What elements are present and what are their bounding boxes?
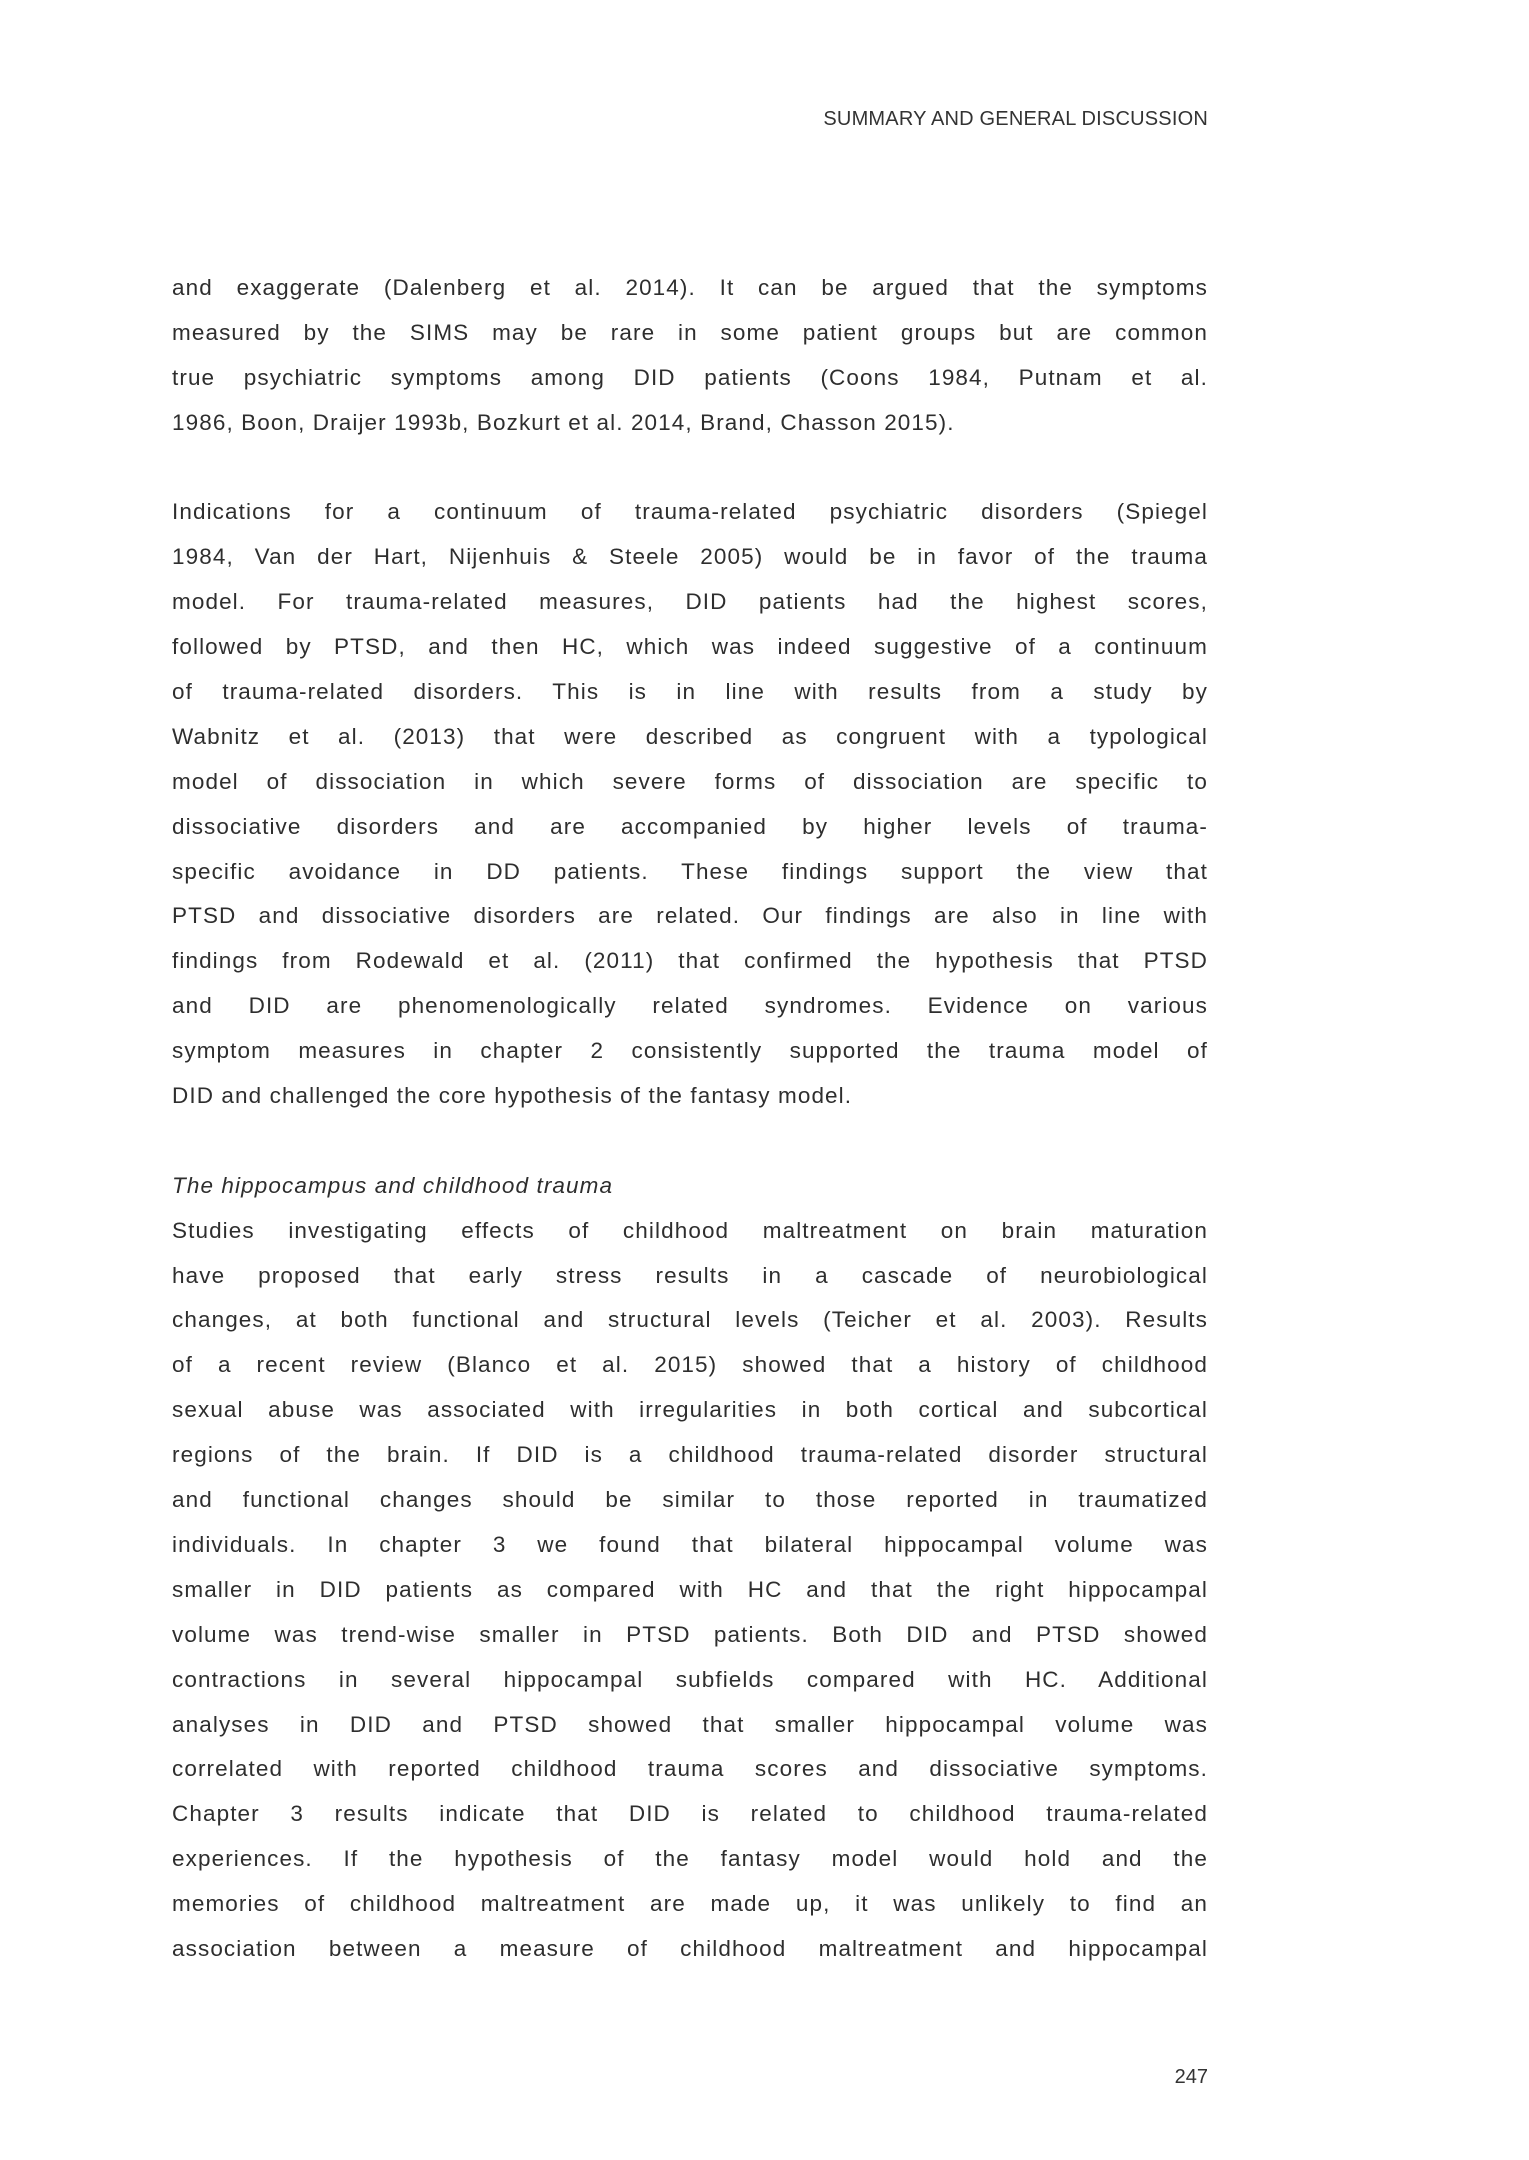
- text-line: have proposed that early stress results in a cascade of neurobiological: [172, 1262, 1208, 1288]
- text-line: followed by PTSD, and then HC, which was indeed suggestive of a continuum: [172, 634, 1208, 660]
- text-line: Indications for a continuum of trauma-related psychiatric disorders (Spiegel: [172, 499, 1208, 525]
- paragraph-2: [172, 490, 1208, 1118]
- section-heading: The hippocampus and childhood trauma: [172, 1172, 614, 1198]
- text-line: and functional changes should be similar to those reported in traumatized: [172, 1487, 1208, 1513]
- text-line: memories of childhood maltreatment are made up, it was unlikely to find an: [172, 1891, 1208, 1917]
- text-line: Wabnitz et al. (2013) that were described as congruent with a typological: [172, 723, 1208, 749]
- text-line: individuals. In chapter 3 we found that bilateral hippocampal volume was: [172, 1531, 1208, 1557]
- running-header: SUMMARY AND GENERAL DISCUSSION: [823, 108, 1208, 130]
- text-line: symptom measures in chapter 2 consistently supported the trauma model of: [172, 1038, 1208, 1064]
- text-line: of a recent review (Blanco et al. 2015) showed that a history of childhood: [172, 1352, 1208, 1378]
- text-line: regions of the brain. If DID is a childhood trauma-related disorder structural: [172, 1442, 1208, 1468]
- text-line: and exaggerate (Dalenberg et al. 2014). It can be argued that the symptoms: [172, 275, 1208, 300]
- text-line: findings from Rodewald et al. (2011) that confirmed the hypothesis that PTSD: [172, 948, 1208, 974]
- text-line: correlated with reported childhood trauma scores and dissociative symptoms.: [172, 1756, 1208, 1782]
- text-line: of trauma-related disorders. This is in line with results from a study by: [172, 679, 1208, 705]
- text-line: and DID are phenomenologically related syndromes. Evidence on various: [172, 993, 1208, 1019]
- text-line: PTSD and dissociative disorders are related. Our findings are also in line with: [172, 903, 1208, 929]
- text-line: measured by the SIMS may be rare in some patient groups but are common: [172, 319, 1208, 345]
- text-line: association between a measure of childhood maltreatment and hippocampal: [172, 1935, 1208, 1961]
- text-line: sexual abuse was associated with irregularities in both cortical and subcortical: [172, 1397, 1208, 1423]
- text-line: true psychiatric symptoms among DID patients (Coons 1984, Putnam et al.: [172, 364, 1208, 390]
- text-line: Studies investigating effects of childhood maltreatment on brain maturation: [172, 1217, 1208, 1243]
- paragraph-3: [172, 1209, 1208, 1972]
- text-line: dissociative disorders and are accompanied by higher levels of trauma-: [172, 813, 1208, 839]
- body-text: [172, 266, 1208, 1972]
- text-line: changes, at both functional and structural levels (Teicher et al. 2003). Results: [172, 1307, 1208, 1333]
- page-number: 247: [1174, 2066, 1208, 2088]
- paragraph-gap: [172, 1119, 1208, 1164]
- text-line: specific avoidance in DD patients. These findings support the view that: [172, 858, 1208, 884]
- text-line: smaller in DID patients as compared with HC and that the right hippocampal: [172, 1576, 1208, 1602]
- text-line: DID and challenged the core hypothesis of the fantasy model.: [172, 1083, 853, 1109]
- paragraph-gap: [172, 446, 1208, 491]
- text-line: experiences. If the hypothesis of the fantasy model would hold and the: [172, 1846, 1208, 1872]
- text-line: volume was trend-wise smaller in PTSD patients. Both DID and PTSD showed: [172, 1621, 1208, 1647]
- text-line: contractions in several hippocampal subfields compared with HC. Additional: [172, 1666, 1208, 1692]
- text-line: analyses in DID and PTSD showed that smaller hippocampal volume was: [172, 1711, 1208, 1737]
- text-line: Chapter 3 results indicate that DID is related to childhood trauma-related: [172, 1801, 1208, 1827]
- text-line: 1984, Van der Hart, Nijenhuis & Steele 2005) would be in favor of the trauma: [172, 544, 1208, 570]
- text-line: model. For trauma-related measures, DID patients had the highest scores,: [172, 589, 1208, 615]
- text-line: 1986, Boon, Draijer 1993b, Bozkurt et al. 2014, Brand, Chasson 2015).: [172, 409, 955, 435]
- paragraph-1: [172, 266, 1208, 446]
- text-line: model of dissociation in which severe forms of dissociation are specific to: [172, 768, 1208, 794]
